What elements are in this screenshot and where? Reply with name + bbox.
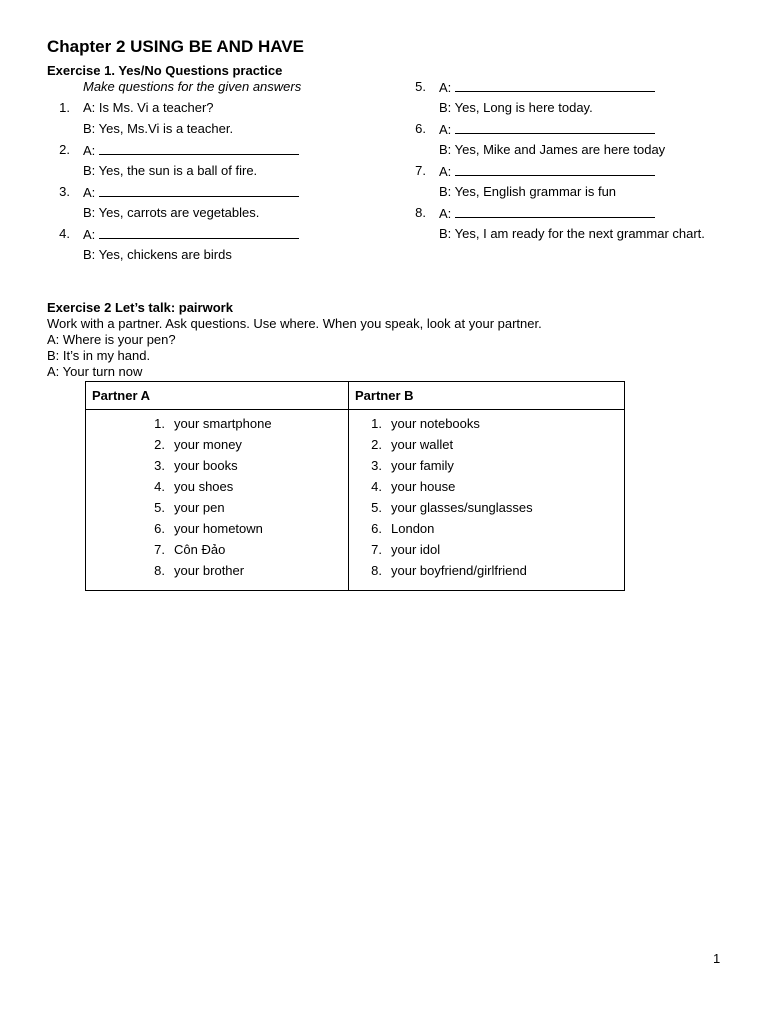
question-prefix: A: [439, 164, 452, 179]
worksheet-page: Chapter 2 USING BE AND HAVE Exercise 1. Yes/No Questions practice Make questions for the given answers 1. A: Is Ms. Vi a teacher? B: Yes, Ms.Vi is a teacher. 2. A: B: Yes, the sun is a ball of fire. 3. A: B: Yes, carrots are vegetables. 4. A: B: Yes, chickens are birds 5. A: B: Yes, Long is here today. 6. A: B: Yes, Mike and James are here today 7. A: B: Yes, English grammar is fun 8. A: B: Yes, I am ready for the next grammar chart. Exercise 2 Let’s talk: pairwork Work with a partner. Ask questions. Use where. When you speak, look at your partner. A: Where is your pen? B: It’s in my hand. A: Your turn now Partner A Partner B 1. your smartphone 2. your money 3. your books 4. you shoes 5. your pen 6. your hometown 7. Côn Đảo 8. your brother 1. your notebooks 2. your wallet 3. your family 4. your house 5. your glasses/sunglasses 6. London 7. your idol 8. your boyfriend/girlfriend 1 [47, 37, 721, 966]
chapter-title: Chapter 2 USING BE AND HAVE [47, 37, 304, 56]
list-item: 7. Côn Đảo [154, 542, 226, 557]
exercise1-instruction: Make questions for the given answers [83, 79, 302, 94]
answer-blank[interactable] [99, 142, 299, 155]
table-column-divider [348, 382, 349, 590]
exercise1-item-question [83, 184, 299, 201]
exercise1-item-question [439, 121, 655, 138]
answer-blank[interactable] [99, 184, 299, 197]
list-item: 3. your family [371, 458, 454, 473]
exercise1-item-answer: B: Yes, Ms.Vi is a teacher. [83, 121, 234, 136]
exercise2-example-line: A: Your turn now [47, 364, 143, 379]
exercise2-example-line: A: Where is your pen? [47, 332, 176, 347]
table-header-divider [86, 409, 624, 410]
exercise1-item-answer: B: Yes, the sun is a ball of fire. [83, 163, 258, 178]
exercise2-title: Exercise 2 Let’s talk: pairwork [47, 300, 233, 315]
exercise1-item-answer: B: Yes, I am ready for the next grammar chart. [439, 226, 705, 241]
exercise1-item-question [439, 163, 655, 180]
exercise1-item-answer: B: Yes, Long is here today. [439, 100, 593, 115]
exercise1-item-question [439, 79, 655, 96]
exercise1-item-question [83, 226, 299, 243]
partner-b-header: Partner B [355, 388, 414, 403]
list-item: 3. your books [154, 458, 238, 473]
list-item: 2. your wallet [371, 437, 454, 452]
question-prefix: A: [439, 80, 452, 95]
exercise1-item-answer: B: Yes, chickens are birds [83, 247, 232, 262]
question-prefix: A: [83, 227, 96, 242]
answer-blank[interactable] [455, 205, 655, 218]
answer-blank[interactable] [99, 226, 299, 239]
list-item: 4. your house [371, 479, 456, 494]
exercise1-item-question [439, 205, 655, 222]
question-prefix: A: [83, 185, 96, 200]
answer-blank[interactable] [455, 121, 655, 134]
exercise1-item-answer: B: Yes, carrots are vegetables. [83, 205, 260, 220]
question-prefix: A: [83, 143, 96, 158]
exercise1-item-question [83, 142, 299, 159]
exercise1-item-question: A: Is Ms. Vi a teacher? [83, 100, 214, 115]
exercise2-example-line: B: It’s in my hand. [47, 348, 151, 363]
list-item: 1. your smartphone [154, 416, 272, 431]
exercise1-item-answer: B: Yes, Mike and James are here today [439, 142, 666, 157]
list-item: 1. your notebooks [371, 416, 480, 431]
exercise1-item-answer: B: Yes, English grammar is fun [439, 184, 617, 199]
list-item: 6. London [371, 521, 435, 536]
list-item: 7. your idol [371, 542, 441, 557]
question-prefix: A: [439, 122, 452, 137]
list-item: 5. your glasses/sunglasses [371, 500, 533, 515]
exercise1-title: Exercise 1. Yes/No Questions practice [47, 63, 283, 78]
answer-blank[interactable] [455, 79, 655, 92]
partner-table [85, 381, 625, 591]
question-prefix: A: [439, 206, 452, 221]
list-item: 5. your pen [154, 500, 225, 515]
list-item: 4. you shoes [154, 479, 234, 494]
list-item: 2. your money [154, 437, 242, 452]
list-item: 6. your hometown [154, 521, 263, 536]
exercise2-instruction: Work with a partner. Ask questions. Use where. When you speak, look at your partner. [47, 316, 542, 331]
list-item: 8. your boyfriend/girlfriend [371, 563, 527, 578]
partner-a-header: Partner A [92, 388, 151, 403]
list-item: 8. your brother [154, 563, 245, 578]
answer-blank[interactable] [455, 163, 655, 176]
page-number: 1 [713, 951, 721, 966]
